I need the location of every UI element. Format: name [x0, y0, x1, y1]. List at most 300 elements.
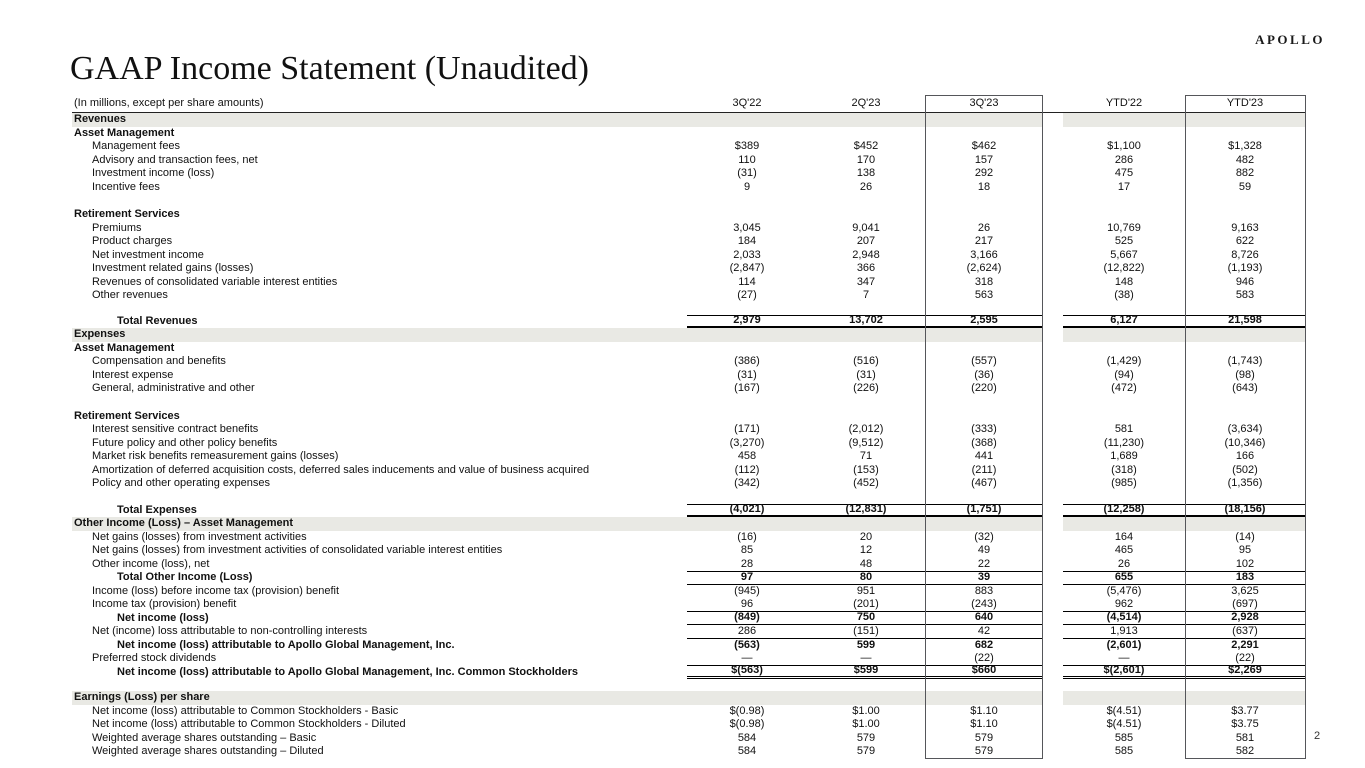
- value-cell: (38): [1114, 289, 1134, 302]
- value-cell: 563: [974, 289, 994, 302]
- value-cell: 157: [974, 153, 994, 166]
- value-cell: (151): [853, 624, 879, 637]
- column-header-2q23: 2Q'23: [851, 97, 881, 109]
- value-cell: (112): [734, 463, 760, 476]
- value-cell: 286: [737, 624, 757, 637]
- quarter-value-group: [687, 450, 1043, 464]
- value-cell: 582: [1235, 745, 1255, 758]
- column-group-gap: [1043, 732, 1063, 746]
- column-group-gap: [1043, 437, 1063, 451]
- value-cell: 655: [1114, 571, 1134, 584]
- table-row: [72, 369, 1305, 383]
- value-cell: (637): [1232, 624, 1258, 637]
- value-cell: 114: [738, 275, 756, 288]
- ytd-value-group: [1063, 718, 1305, 732]
- table-row: [72, 745, 1305, 759]
- row-label: Net income (loss) attributable to Apollo Global Management, Inc.: [117, 638, 455, 651]
- ytd-value-group: [1063, 477, 1305, 491]
- value-cell: $599: [853, 664, 879, 677]
- ytd-value-group: [1063, 652, 1305, 666]
- value-cell: 26: [859, 180, 873, 193]
- quarter-value-group: [687, 666, 1043, 680]
- ytd-value-group: [1063, 531, 1305, 545]
- value-cell: $1,328: [1228, 140, 1262, 153]
- column-group-gap: [1043, 504, 1063, 518]
- value-cell: 2,928: [1231, 611, 1259, 624]
- column-group-gap: [1043, 558, 1063, 572]
- value-cell: $(4.51): [1106, 704, 1142, 717]
- apollo-logo: APOLLO: [1255, 32, 1325, 47]
- quarter-value-group: [687, 558, 1043, 572]
- ytd-value-group: [1063, 235, 1305, 249]
- table-note: (In millions, except per share amounts): [74, 97, 264, 109]
- row-label: Other revenues: [92, 289, 168, 302]
- ytd-value-group: [1063, 585, 1305, 599]
- table-row: [72, 355, 1305, 369]
- value-cell: 946: [1235, 275, 1255, 288]
- value-cell: (16): [737, 530, 757, 543]
- quarter-value-group: [687, 625, 1043, 639]
- value-cell: (368): [971, 436, 997, 449]
- value-cell: (945): [734, 584, 760, 597]
- row-label: Net investment income: [92, 248, 204, 261]
- value-cell: 622: [1235, 235, 1255, 248]
- value-cell: (12,822): [1103, 262, 1145, 275]
- table-row: [72, 544, 1305, 558]
- value-cell: 102: [1235, 557, 1255, 570]
- table-row: [72, 315, 1305, 329]
- value-cell: 581: [1114, 423, 1134, 436]
- value-cell: (12,258): [1103, 503, 1145, 516]
- quarter-value-group: [687, 410, 1043, 424]
- value-cell: 20: [859, 530, 873, 543]
- value-cell: $1.00: [852, 704, 880, 717]
- value-cell: (318): [1111, 463, 1137, 476]
- ytd-value-group: [1063, 691, 1305, 705]
- row-label: Investment related gains (losses): [92, 262, 254, 275]
- ytd-header-group: [1063, 95, 1305, 112]
- ytd-value-group: [1063, 127, 1305, 141]
- ytd-value-group: [1063, 437, 1305, 451]
- row-label: Future policy and other policy benefits: [92, 436, 278, 449]
- quarter-value-group: [687, 222, 1043, 236]
- value-cell: (985): [1111, 477, 1137, 490]
- column-group-gap: [1043, 639, 1063, 653]
- value-cell: 1,913: [1110, 624, 1138, 637]
- ytd-value-group: [1063, 705, 1305, 719]
- value-cell: 347: [856, 275, 876, 288]
- value-cell: 525: [1114, 235, 1134, 248]
- value-cell: $1.10: [970, 718, 998, 731]
- value-cell: $1.10: [970, 704, 998, 717]
- value-cell: (36): [974, 368, 994, 381]
- value-cell: 3,625: [1231, 584, 1259, 597]
- column-group-gap: [1043, 262, 1063, 276]
- column-header-ytd22: YTD'22: [1105, 97, 1143, 109]
- value-cell: 138: [856, 167, 876, 180]
- table-row: [72, 382, 1305, 396]
- value-cell: (563): [734, 638, 760, 651]
- ytd-value-group: [1063, 154, 1305, 168]
- row-label: Revenues: [72, 113, 687, 127]
- value-cell: 750: [856, 611, 876, 624]
- quarter-value-group: [687, 504, 1043, 518]
- table-row: [72, 625, 1305, 639]
- quarter-value-group: [687, 181, 1043, 195]
- ytd-value-group: [1063, 315, 1305, 329]
- row-label: Weighted average shares outstanding – Basic: [92, 731, 317, 744]
- value-cell: (1,193): [1227, 262, 1263, 275]
- ytd-value-group: [1063, 167, 1305, 181]
- row-label: Net gains (losses) from investment activities of consolidated variable interest entities: [92, 544, 503, 557]
- section-band: [72, 517, 1305, 531]
- quarter-value-group: [687, 531, 1043, 545]
- ytd-value-group: [1063, 342, 1305, 356]
- value-cell: (643): [1232, 382, 1258, 395]
- column-group-gap: [1043, 423, 1063, 437]
- table-row: [72, 571, 1305, 585]
- value-cell: 286: [1114, 153, 1134, 166]
- table-row: [72, 531, 1305, 545]
- quarter-value-group: [687, 315, 1043, 329]
- section-band: [72, 113, 1305, 127]
- quarter-value-group: [687, 464, 1043, 478]
- value-cell: (1,743): [1227, 355, 1263, 368]
- row-label: Expenses: [72, 328, 687, 342]
- quarter-value-group: [687, 732, 1043, 746]
- value-cell: 18: [977, 180, 991, 193]
- value-cell: 26: [1117, 557, 1131, 570]
- table-header-row: [72, 95, 1305, 113]
- value-cell: (452): [853, 477, 879, 490]
- quarter-value-group: [687, 639, 1043, 653]
- quarter-value-group: [687, 705, 1043, 719]
- value-cell: (31): [737, 368, 757, 381]
- quarter-value-group: [687, 342, 1043, 356]
- table-row: [72, 718, 1305, 732]
- column-header-ytd23: YTD'23: [1226, 97, 1264, 109]
- table-row: [72, 464, 1305, 478]
- table-row: [72, 410, 1305, 424]
- table-row: [72, 705, 1305, 719]
- value-cell: (18,156): [1224, 503, 1266, 516]
- table-rows: [72, 113, 1305, 759]
- table-row: [72, 167, 1305, 181]
- table-row: [72, 437, 1305, 451]
- column-group-gap: [1043, 691, 1063, 705]
- ytd-value-group: [1063, 276, 1305, 290]
- value-cell: (1,429): [1106, 355, 1142, 368]
- ytd-value-group: [1063, 140, 1305, 154]
- value-cell: (557): [971, 355, 997, 368]
- value-cell: 10,769: [1107, 221, 1141, 234]
- row-label: Net income (loss): [117, 611, 209, 624]
- quarter-value-group: [687, 262, 1043, 276]
- value-cell: $1,100: [1107, 140, 1141, 153]
- value-cell: $1.00: [852, 718, 880, 731]
- value-cell: 882: [1235, 167, 1255, 180]
- quarter-value-group: [687, 369, 1043, 383]
- value-cell: $3.77: [1231, 704, 1259, 717]
- table-row: [72, 558, 1305, 572]
- section-band: [72, 691, 1305, 705]
- value-cell: (94): [1114, 368, 1134, 381]
- row-label: Other Income (Loss) – Asset Management: [72, 517, 687, 531]
- ytd-value-group: [1063, 666, 1305, 680]
- value-cell: 579: [974, 731, 994, 744]
- column-group-gap: [1043, 464, 1063, 478]
- column-group-gap: [1043, 127, 1063, 141]
- column-header-3q22: 3Q'22: [732, 97, 762, 109]
- value-cell: (849): [734, 611, 760, 624]
- value-cell: $462: [971, 140, 997, 153]
- row-label: Net income (loss) attributable to Common Stockholders - Basic: [92, 704, 399, 717]
- value-cell: 951: [856, 584, 876, 597]
- column-group-gap: [1043, 140, 1063, 154]
- value-cell: 682: [974, 638, 994, 651]
- value-cell: 26: [977, 221, 991, 234]
- row-label: Total Revenues: [117, 314, 198, 327]
- ytd-value-group: [1063, 113, 1305, 127]
- row-label: Amortization of deferred acquisition costs, deferred sales inducements and value of business acquired: [92, 463, 590, 476]
- column-group-gap: [1043, 666, 1063, 680]
- column-group-gap: [1043, 625, 1063, 639]
- spacer-row: [72, 303, 1305, 315]
- ytd-value-group: [1063, 222, 1305, 236]
- column-group-gap: [1043, 154, 1063, 168]
- row-label: Product charges: [92, 235, 173, 248]
- column-group-gap: [1043, 745, 1063, 759]
- column-group-gap: [1043, 181, 1063, 195]
- value-cell: 2,033: [733, 248, 761, 261]
- value-cell: (9,512): [848, 436, 884, 449]
- value-cell: 458: [737, 450, 757, 463]
- column-group-gap: [1043, 342, 1063, 356]
- value-cell: 9,163: [1231, 221, 1259, 234]
- value-cell: (32): [974, 530, 994, 543]
- quarter-value-group: [687, 127, 1043, 141]
- table-row: [72, 342, 1305, 356]
- row-label: Market risk benefits remeasurement gains (losses): [92, 450, 339, 463]
- quarter-value-group: [687, 423, 1043, 437]
- value-cell: (31): [856, 368, 876, 381]
- quarter-value-group: [687, 208, 1043, 222]
- quarter-value-group: [687, 382, 1043, 396]
- ytd-value-group: [1063, 625, 1305, 639]
- table-row: [72, 208, 1305, 222]
- row-label: Weighted average shares outstanding – Diluted: [92, 745, 324, 758]
- quarter-value-group: [687, 544, 1043, 558]
- value-cell: 583: [1235, 289, 1255, 302]
- column-group-gap: [1043, 289, 1063, 303]
- value-cell: 579: [856, 731, 876, 744]
- quarter-value-group: [687, 154, 1043, 168]
- column-group-gap: [1043, 585, 1063, 599]
- quarter-value-group: [687, 113, 1043, 127]
- row-label: Retirement Services: [74, 208, 180, 221]
- value-cell: 9: [743, 180, 751, 193]
- ytd-value-group: [1063, 571, 1305, 585]
- column-group-gap: [1043, 328, 1063, 342]
- ytd-value-group: [1063, 745, 1305, 759]
- value-cell: $660: [971, 664, 997, 677]
- value-cell: 2,595: [970, 314, 998, 327]
- quarter-value-group: [687, 140, 1043, 154]
- value-cell: 579: [974, 745, 994, 758]
- table-row: [72, 612, 1305, 626]
- row-label: Revenues of consolidated variable interest entities: [92, 275, 338, 288]
- page-number: 2: [1314, 730, 1321, 742]
- value-cell: (98): [1235, 368, 1255, 381]
- value-cell: (12,831): [845, 503, 887, 516]
- table-row: [72, 140, 1305, 154]
- row-label: Net (income) loss attributable to non-controlling interests: [92, 625, 368, 638]
- value-cell: $389: [734, 140, 760, 153]
- row-label: Income tax (provision) benefit: [92, 598, 237, 611]
- value-cell: —: [1118, 651, 1130, 664]
- row-label: Earnings (Loss) per share: [72, 691, 687, 705]
- row-label: Net income (loss) attributable to Apollo Global Management, Inc. Common Stockholders: [117, 665, 579, 678]
- spacer-row: [72, 491, 1305, 504]
- value-cell: 95: [1238, 544, 1252, 557]
- spacer-row: [72, 679, 1305, 691]
- row-label: Preferred stock dividends: [92, 652, 217, 665]
- quarter-value-group: [687, 437, 1043, 451]
- ytd-value-group: [1063, 410, 1305, 424]
- row-label: Policy and other operating expenses: [92, 477, 270, 490]
- value-cell: (2,624): [966, 262, 1002, 275]
- value-cell: 2,948: [852, 248, 880, 261]
- value-cell: 465: [1114, 544, 1134, 557]
- value-cell: (502): [1232, 463, 1258, 476]
- value-cell: 318: [974, 275, 994, 288]
- value-cell: (22): [974, 651, 994, 664]
- ytd-value-group: [1063, 732, 1305, 746]
- value-cell: (467): [971, 477, 997, 490]
- column-group-gap: [1043, 612, 1063, 626]
- ytd-value-group: [1063, 208, 1305, 222]
- ytd-value-group: [1063, 464, 1305, 478]
- value-cell: 59: [1238, 180, 1252, 193]
- column-group-gap: [1043, 167, 1063, 181]
- column-header-3q23: 3Q'23: [969, 97, 999, 109]
- table-row: [72, 235, 1305, 249]
- value-cell: $(563): [731, 664, 763, 677]
- value-cell: 2,979: [733, 314, 761, 327]
- value-cell: (333): [971, 423, 997, 436]
- column-group-gap: [1043, 315, 1063, 329]
- value-cell: 17: [1117, 180, 1131, 193]
- ytd-value-group: [1063, 598, 1305, 612]
- ytd-value-group: [1063, 544, 1305, 558]
- table-row: [72, 222, 1305, 236]
- table-row: [72, 639, 1305, 653]
- value-cell: (2,012): [848, 423, 884, 436]
- spacer-row: [72, 396, 1305, 410]
- table-row: [72, 732, 1305, 746]
- column-group-gap: [1043, 705, 1063, 719]
- value-cell: 42: [977, 624, 991, 637]
- quarter-value-group: [687, 167, 1043, 181]
- value-cell: (27): [737, 289, 757, 302]
- value-cell: 217: [974, 235, 994, 248]
- value-cell: 584: [737, 745, 757, 758]
- value-cell: $(2,601): [1103, 664, 1145, 677]
- ytd-value-group: [1063, 450, 1305, 464]
- quarter-value-group: [687, 598, 1043, 612]
- column-group-gap: [1043, 382, 1063, 396]
- row-label: Income (loss) before income tax (provision) benefit: [92, 584, 339, 597]
- value-cell: —: [860, 651, 872, 664]
- value-cell: 3,166: [970, 248, 998, 261]
- quarter-header-group: [687, 95, 1043, 112]
- value-cell: (201): [853, 597, 879, 610]
- column-group-gap: [1043, 477, 1063, 491]
- value-cell: (4,514): [1106, 611, 1142, 624]
- table-row: [72, 666, 1305, 680]
- row-label: Net gains (losses) from investment activities: [92, 530, 307, 543]
- value-cell: (167): [734, 382, 760, 395]
- value-cell: 579: [856, 745, 876, 758]
- ytd-value-group: [1063, 558, 1305, 572]
- row-label: General, administrative and other: [92, 382, 255, 395]
- value-cell: 7: [862, 289, 870, 302]
- row-label: Asset Management: [74, 341, 175, 354]
- row-label: Interest expense: [92, 368, 174, 381]
- column-group-gap: [1043, 222, 1063, 236]
- column-group-gap: [1043, 113, 1063, 127]
- row-label: Advisory and transaction fees, net: [92, 153, 258, 166]
- value-cell: —: [741, 651, 753, 664]
- value-cell: 6,127: [1110, 314, 1138, 327]
- value-cell: (1,751): [966, 503, 1002, 516]
- value-cell: (10,346): [1224, 436, 1266, 449]
- quarter-value-group: [687, 276, 1043, 290]
- value-cell: (171): [734, 423, 760, 436]
- row-label: Management fees: [92, 140, 181, 153]
- row-label: Investment income (loss): [92, 167, 215, 180]
- table-row: [72, 423, 1305, 437]
- value-cell: (697): [1232, 597, 1258, 610]
- value-cell: (342): [734, 477, 760, 490]
- column-group-gap: [1043, 369, 1063, 383]
- value-cell: $(4.51): [1106, 718, 1142, 731]
- value-cell: 8,726: [1231, 248, 1259, 261]
- column-group-gap: [1043, 276, 1063, 290]
- value-cell: 3,045: [733, 221, 761, 234]
- quarter-value-group: [687, 517, 1043, 531]
- quarter-value-group: [687, 585, 1043, 599]
- column-group-gap: [1043, 517, 1063, 531]
- ytd-value-group: [1063, 504, 1305, 518]
- value-cell: 80: [859, 571, 873, 584]
- value-cell: 482: [1235, 153, 1255, 166]
- value-cell: 207: [856, 235, 876, 248]
- row-label: Other income (loss), net: [92, 557, 210, 570]
- ytd-value-group: [1063, 328, 1305, 342]
- value-cell: 1,689: [1110, 450, 1138, 463]
- quarter-value-group: [687, 571, 1043, 585]
- value-cell: 585: [1114, 745, 1134, 758]
- table-row: [72, 154, 1305, 168]
- column-group-gap: [1043, 235, 1063, 249]
- spacer-row: [72, 194, 1305, 208]
- value-cell: (472): [1111, 382, 1137, 395]
- row-label: Total Expenses: [117, 503, 197, 516]
- value-cell: $(0.98): [729, 718, 765, 731]
- value-cell: 292: [974, 167, 994, 180]
- value-cell: 22: [977, 557, 991, 570]
